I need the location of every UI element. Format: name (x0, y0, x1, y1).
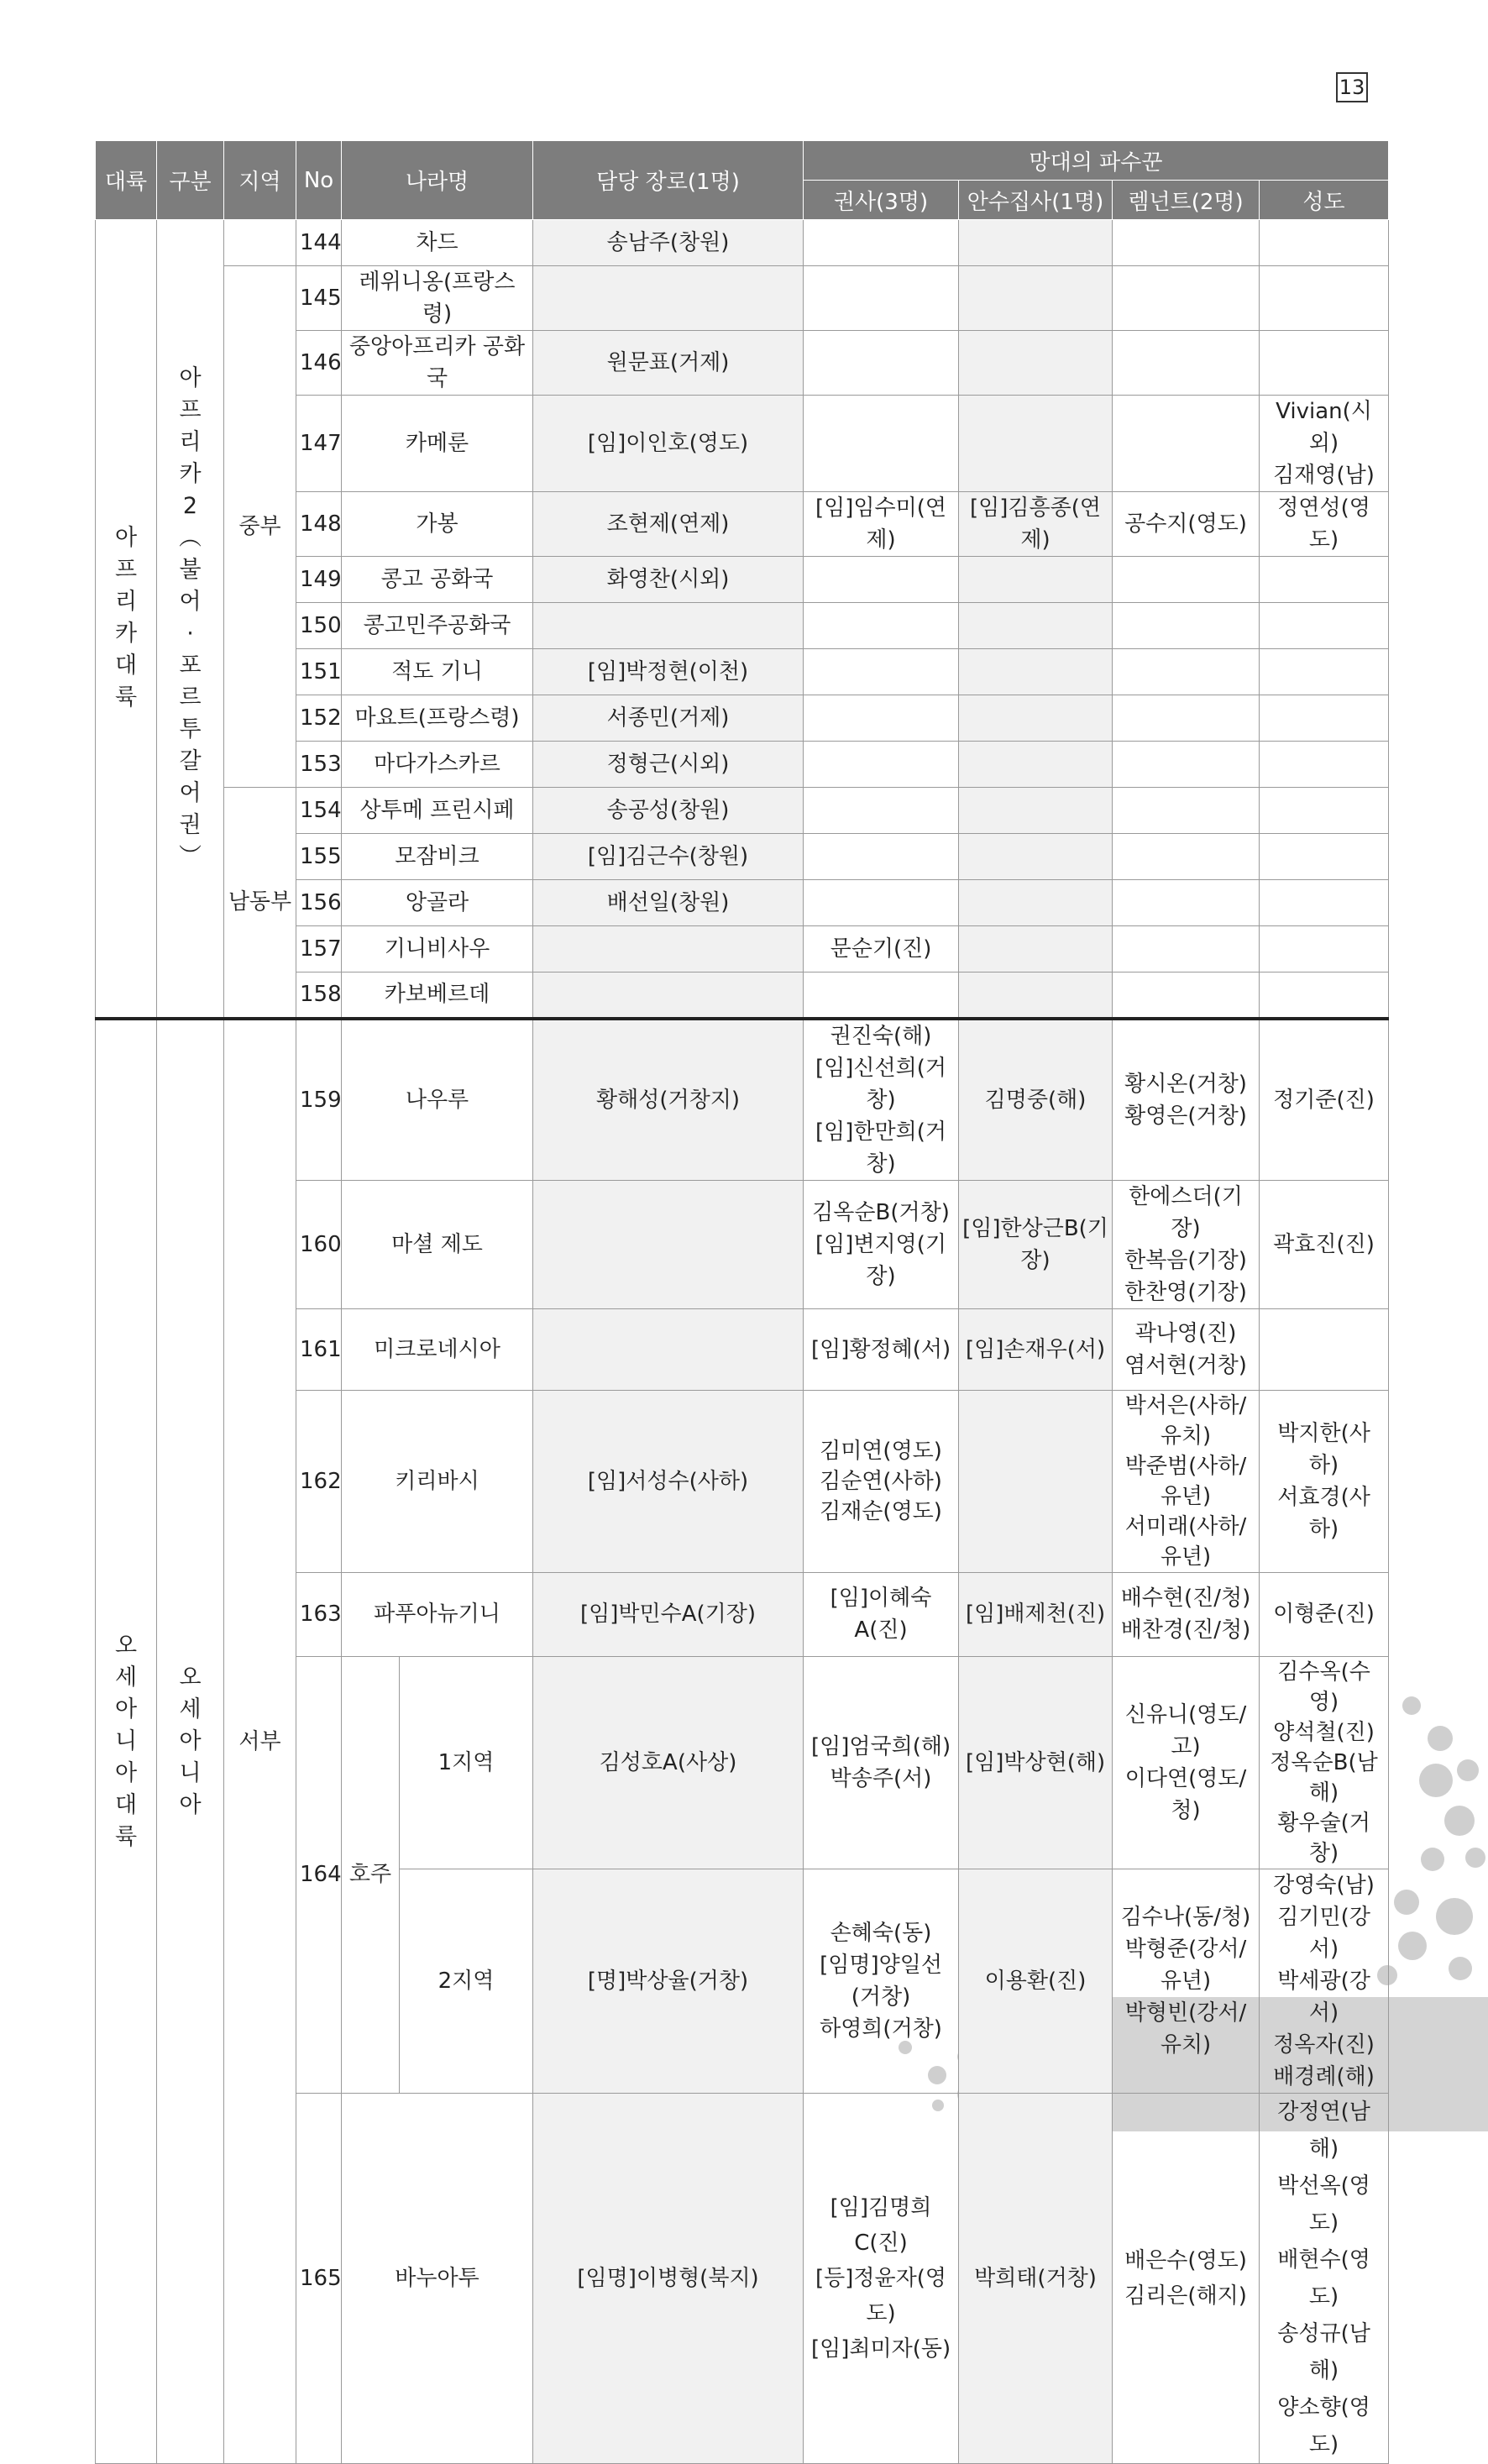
decorative-dot (1444, 1806, 1475, 1836)
header-saints: 성도 (1260, 181, 1389, 220)
kwonsa-cell (804, 557, 959, 603)
elder-cell: 송공성(창원) (533, 788, 804, 834)
saints-cell: 강정연(남해) 박선옥(영도) 배현수(영도) 송성규(남해) 양소향(영도) (1260, 2093, 1389, 2463)
kwonsa-cell (804, 880, 959, 926)
remnant-cell (1113, 331, 1260, 396)
deacon-cell: [임]한상근B(기장) (959, 1180, 1113, 1308)
elder-cell: [임]서성수(사하) (533, 1390, 804, 1572)
row-no: 161 (296, 1308, 342, 1390)
row-no: 148 (296, 492, 342, 557)
decorative-dot (1465, 1848, 1485, 1868)
remnant-cell (1113, 396, 1260, 492)
deacon-cell (959, 834, 1113, 880)
row-no: 164 (296, 1656, 342, 2093)
remnant-cell (1113, 972, 1260, 1019)
elder-cell (533, 1308, 804, 1390)
elder-cell: [임]박민수A(기장) (533, 1572, 804, 1656)
kwonsa-cell (804, 331, 959, 396)
kwonsa-cell: [임]김명희C(진) [등]정윤자(영도) [임]최미자(동) (804, 2093, 959, 2463)
row-no: 153 (296, 742, 342, 788)
row-no: 158 (296, 972, 342, 1019)
remnant-cell: 배은수(영도) 김리은(해지) (1113, 2093, 1260, 2463)
country-name: 중앙아프리카 공화국 (342, 331, 533, 396)
row-no: 155 (296, 834, 342, 880)
deacon-cell (959, 220, 1113, 266)
row-no: 149 (296, 557, 342, 603)
deacon-cell (959, 972, 1113, 1019)
table-row (96, 220, 1389, 266)
saints-cell (1260, 972, 1389, 1019)
elder-cell: [명]박상율(거창) (533, 1869, 804, 2093)
region-central: 중부 (224, 266, 296, 788)
elder-cell: 조현제(연제) (533, 492, 804, 557)
deacon-cell (959, 603, 1113, 649)
table-row (96, 1019, 1389, 1181)
country-name: 미크로네시아 (342, 1308, 533, 1390)
row-no: 145 (296, 266, 342, 331)
elder-cell: 황해성(거창지) (533, 1019, 804, 1181)
saints-cell (1260, 557, 1389, 603)
row-no: 147 (296, 396, 342, 492)
country-name: 차드 (342, 220, 533, 266)
deacon-cell: 박희태(거창) (959, 2093, 1113, 2463)
row-no: 152 (296, 695, 342, 742)
row-no: 165 (296, 2093, 342, 2463)
elder-cell (533, 1180, 804, 1308)
row-no: 163 (296, 1572, 342, 1656)
elder-cell: [임]김근수(창원) (533, 834, 804, 880)
deacon-cell (959, 1390, 1113, 1572)
country-name: 카보베르데 (342, 972, 533, 1019)
saints-cell: 강영숙(남) 김기민(강서) 박세광(강서) 정옥자(진) 배경례(해) (1260, 1869, 1389, 2093)
saints-cell: 김수옥(수영) 양석철(진) 정옥순B(남해) 황우술(거창) (1260, 1656, 1389, 1869)
saints-cell: 정연성(영도) (1260, 492, 1389, 557)
remnant-cell (1113, 557, 1260, 603)
country-name: 파푸아뉴기니 (342, 1572, 533, 1656)
saints-cell: 곽효진(진) (1260, 1180, 1389, 1308)
row-no: 151 (296, 649, 342, 695)
region-cell (224, 220, 296, 266)
header-no: No (296, 141, 342, 220)
kwonsa-cell: 김옥순B(거창) [임]변지영(기장) (804, 1180, 959, 1308)
country-name: 콩고민주공화국 (342, 603, 533, 649)
remnant-cell (1113, 834, 1260, 880)
header-region: 지역 (224, 141, 296, 220)
deacon-cell (959, 880, 1113, 926)
row-no: 146 (296, 331, 342, 396)
deacon-cell: [임]김흥종(연제) (959, 492, 1113, 557)
deacon-cell (959, 695, 1113, 742)
deacon-cell (959, 926, 1113, 972)
row-no: 156 (296, 880, 342, 926)
country-name: 카메룬 (342, 396, 533, 492)
elder-cell: 송남주(창원) (533, 220, 804, 266)
decorative-dot (1457, 1759, 1479, 1781)
deacon-cell (959, 557, 1113, 603)
saints-cell (1260, 220, 1389, 266)
remnant-cell: 박서은(사하/유치) 박준범(사하/유년) 서미래(사하/유년) (1113, 1390, 1260, 1572)
country-name: 마셜 제도 (342, 1180, 533, 1308)
country-name: 모잠비크 (342, 834, 533, 880)
remnant-cell: 공수지(영도) (1113, 492, 1260, 557)
decorative-dot (1428, 1726, 1453, 1751)
saints-cell (1260, 649, 1389, 695)
kwonsa-cell (804, 742, 959, 788)
region-southeast: 남동부 (224, 788, 296, 1019)
remnant-cell: 한에스더(기장) 한복음(기장) 한찬영(기장) (1113, 1180, 1260, 1308)
deacon-cell (959, 742, 1113, 788)
country-name: 상투메 프린시페 (342, 788, 533, 834)
header-watchmen: 망대의 파수꾼 (804, 141, 1389, 181)
decorative-dot (1398, 1932, 1427, 1960)
kwonsa-cell (804, 972, 959, 1019)
kwonsa-cell: [임]황정혜(서) (804, 1308, 959, 1390)
country-name: 가봉 (342, 492, 533, 557)
saints-cell (1260, 331, 1389, 396)
elder-cell: 서종민(거제) (533, 695, 804, 742)
header-deacon: 안수집사(1명) (959, 181, 1113, 220)
elder-cell (533, 926, 804, 972)
remnant-cell (1113, 742, 1260, 788)
deacon-cell (959, 649, 1113, 695)
division-africa2: 아 프 리 카 2 ︵ 불 어 · 포 르 투 갈 어 권 ︶ (157, 220, 224, 1019)
decorative-dot (1449, 1957, 1472, 1980)
remnant-cell: 황시온(거창) 황영은(거창) (1113, 1019, 1260, 1181)
country-name: 2지역 (400, 1869, 533, 2093)
kwonsa-cell (804, 649, 959, 695)
country-name: 앙골라 (342, 880, 533, 926)
saints-cell (1260, 1308, 1389, 1390)
country-name: 나우루 (342, 1019, 533, 1181)
elder-cell (533, 603, 804, 649)
kwonsa-cell (804, 266, 959, 331)
region-west: 서부 (224, 1019, 296, 2464)
saints-cell (1260, 788, 1389, 834)
country-name: 마다가스카르 (342, 742, 533, 788)
remnant-cell (1113, 880, 1260, 926)
elder-cell: 화영찬(시외) (533, 557, 804, 603)
row-no: 162 (296, 1390, 342, 1572)
elder-cell: [임명]이병형(북지) (533, 2093, 804, 2463)
header-division: 구분 (157, 141, 224, 220)
kwonsa-cell (804, 695, 959, 742)
decorative-dot (1402, 1696, 1421, 1715)
elder-cell (533, 972, 804, 1019)
kwonsa-cell: 손혜숙(동) [임명]양일선(거창) 하영희(거창) (804, 1869, 959, 2093)
row-no: 157 (296, 926, 342, 972)
elder-cell: 정형근(시외) (533, 742, 804, 788)
deacon-cell: [임]손재우(서) (959, 1308, 1113, 1390)
subregion-australia: 호주 (342, 1656, 400, 2093)
page-number: 13 (1336, 72, 1368, 102)
saints-cell (1260, 603, 1389, 649)
header-continent: 대륙 (96, 141, 157, 220)
table-row (96, 266, 1389, 331)
saints-cell (1260, 695, 1389, 742)
saints-cell (1260, 926, 1389, 972)
country-name: 마요트(프랑스령) (342, 695, 533, 742)
remnant-cell: 배수현(진/청) 배찬경(진/청) (1113, 1572, 1260, 1656)
deacon-cell (959, 396, 1113, 492)
row-no: 159 (296, 1019, 342, 1181)
deacon-cell: [임]배제천(진) (959, 1572, 1113, 1656)
kwonsa-cell: [임]임수미(연제) (804, 492, 959, 557)
header-elder: 담당 장로(1명) (533, 141, 804, 220)
country-name: 레위니옹(프랑스령) (342, 266, 533, 331)
remnant-cell (1113, 926, 1260, 972)
elder-cell: 배선일(창원) (533, 880, 804, 926)
decorative-dot (1394, 1890, 1419, 1915)
elder-cell: [임]박정현(이천) (533, 649, 804, 695)
saints-cell: 이형준(진) (1260, 1572, 1389, 1656)
saints-cell (1260, 266, 1389, 331)
saints-cell: Vivian(시외) 김재영(남) (1260, 396, 1389, 492)
saints-cell (1260, 880, 1389, 926)
remnant-cell (1113, 603, 1260, 649)
deacon-cell (959, 266, 1113, 331)
elder-cell: [임]이인호(영도) (533, 396, 804, 492)
row-no: 144 (296, 220, 342, 266)
kwonsa-cell (804, 834, 959, 880)
elder-cell: 김성호A(사상) (533, 1656, 804, 1869)
table-row (96, 788, 1389, 834)
kwonsa-cell: 권진숙(해) [임]신선희(거창) [임]한만희(거창) (804, 1019, 959, 1181)
remnant-cell: 김수나(동/청) 박형준(강서/유년) 박형빈(강서/유치) (1113, 1869, 1260, 2093)
kwonsa-cell: [임]엄국희(해) 박송주(서) (804, 1656, 959, 1869)
country-name: 적도 기니 (342, 649, 533, 695)
remnant-cell (1113, 788, 1260, 834)
country-name: 기니비사우 (342, 926, 533, 972)
deacon-cell (959, 331, 1113, 396)
kwonsa-cell (804, 220, 959, 266)
continent-africa: 아 프 리 카 대 륙 (96, 220, 157, 1019)
decorative-dot (1421, 1848, 1444, 1871)
kwonsa-cell (804, 788, 959, 834)
country-name: 1지역 (400, 1656, 533, 1869)
deacon-cell (959, 788, 1113, 834)
country-name: 바누아투 (342, 2093, 533, 2463)
header-country: 나라명 (342, 141, 533, 220)
continent-oceania: 오 세 아 니 아 대 륙 (96, 1019, 157, 2464)
remnant-cell (1113, 649, 1260, 695)
saints-cell (1260, 834, 1389, 880)
country-name: 콩고 공화국 (342, 557, 533, 603)
kwonsa-cell (804, 603, 959, 649)
kwonsa-cell: [임]이혜숙A(진) (804, 1572, 959, 1656)
row-no: 154 (296, 788, 342, 834)
remnant-cell (1113, 220, 1260, 266)
remnant-cell: 신유니(영도/고) 이다연(영도/청) (1113, 1656, 1260, 1869)
mission-table (95, 140, 1389, 2464)
elder-cell (533, 266, 804, 331)
header-kwonsa: 권사(3명) (804, 181, 959, 220)
saints-cell: 박지한(사하) 서효경(사하) (1260, 1390, 1389, 1572)
decorative-dot (1419, 1764, 1453, 1797)
saints-cell: 정기준(진) (1260, 1019, 1389, 1181)
saints-cell (1260, 742, 1389, 788)
row-no: 160 (296, 1180, 342, 1308)
remnant-cell (1113, 695, 1260, 742)
remnant-cell: 곽나영(진) 염서현(거창) (1113, 1308, 1260, 1390)
country-name: 키리바시 (342, 1390, 533, 1572)
deacon-cell: 김명중(해) (959, 1019, 1113, 1181)
decorative-dot (1436, 1898, 1473, 1935)
deacon-cell: 이용환(진) (959, 1869, 1113, 2093)
row-no: 150 (296, 603, 342, 649)
kwonsa-cell (804, 396, 959, 492)
deacon-cell: [임]박상현(해) (959, 1656, 1113, 1869)
kwonsa-cell: 문순기(진) (804, 926, 959, 972)
elder-cell: 원문표(거제) (533, 331, 804, 396)
header-remnant: 렘넌트(2명) (1113, 181, 1260, 220)
kwonsa-cell: 김미연(영도) 김순연(사하) 김재순(영도) (804, 1390, 959, 1572)
division-oceania: 오 세 아 니 아 (157, 1019, 224, 2464)
remnant-cell (1113, 266, 1260, 331)
